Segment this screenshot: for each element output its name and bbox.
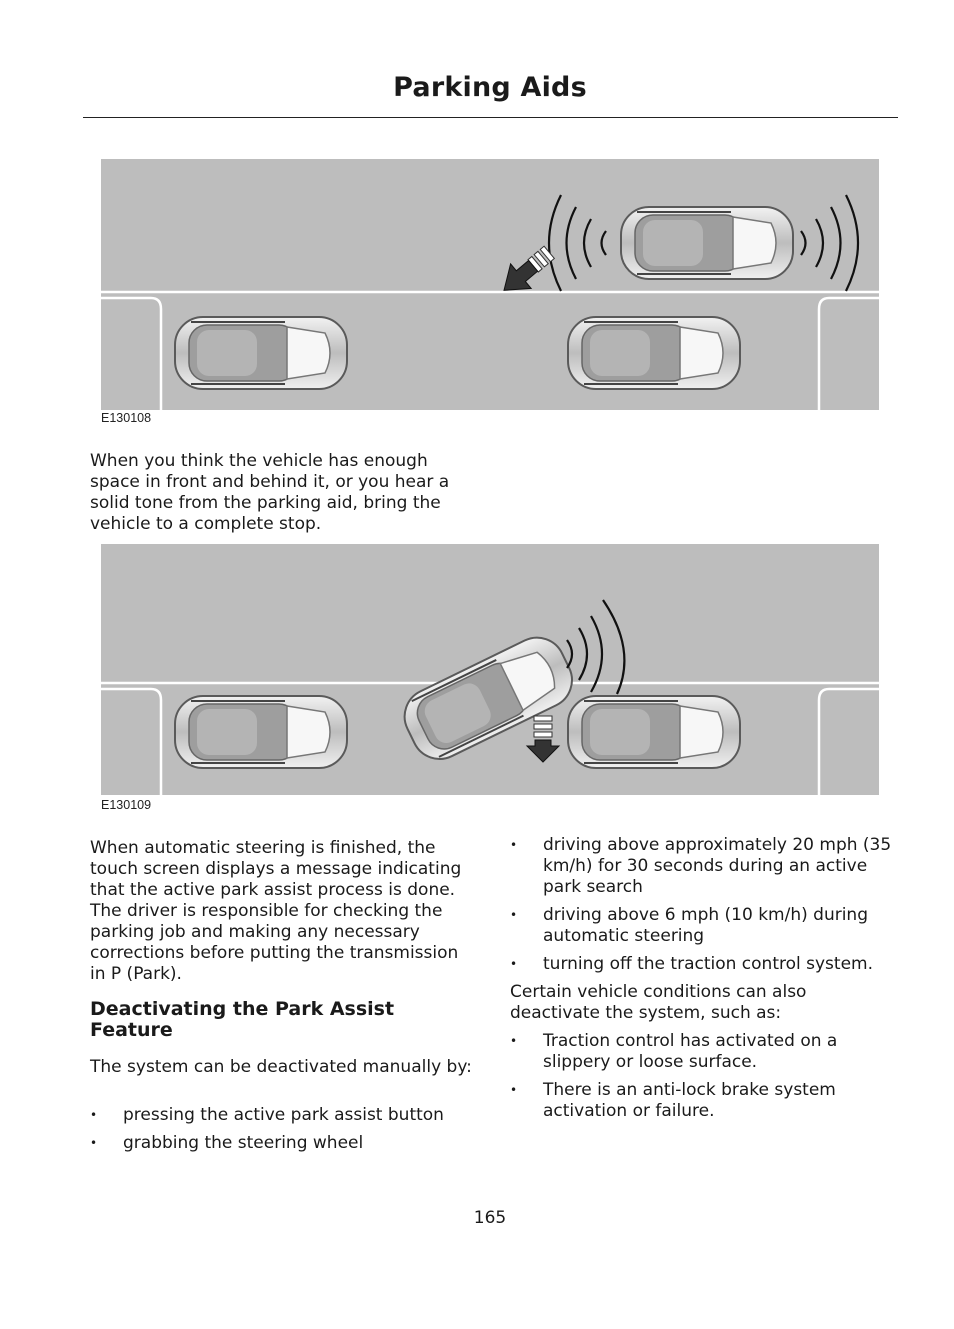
deactivate-intro: The system can be deactivated manually by:: [90, 1057, 472, 1077]
list-item: • turning off the traction control system.: [510, 954, 900, 975]
steering-finished-paragraph: When automatic steering is finished, the touch screen displays a message indicating that the active park assist process is done. The driver is responsible for checking the parking job and making any necessary corrections before putting the transmission in P (Park).: [90, 838, 462, 984]
list-item: • There is an anti-lock brake system activation or failure.: [510, 1080, 900, 1122]
list-item: • driving above 6 mph (10 km/h) during automatic steering: [510, 905, 900, 947]
page-number: 165: [473, 1208, 507, 1228]
figure-automatic-steering: [101, 544, 879, 795]
list-item: • driving above approximately 20 mph (35 km/h) for 30 seconds during an active park search: [510, 835, 900, 898]
condition-deactivation-list: [510, 1031, 900, 1122]
list-item: • pressing the active park assist button: [90, 1105, 480, 1126]
list-item: • Traction control has activated on a slippery or loose surface.: [510, 1031, 900, 1073]
section-heading: Deactivating the Park Assist Feature: [90, 998, 395, 1041]
intro-paragraph: When you think the vehicle has enough space in front and behind it, or you hear a solid tone from the parking aid, bring the vehicle to a complete stop.: [90, 451, 450, 534]
list-item: • grabbing the steering wheel: [90, 1133, 480, 1154]
figure-code: E130109: [101, 798, 152, 812]
speed-deactivation-list: [510, 835, 900, 975]
figure-parallel-park-search: [101, 159, 879, 410]
header-rule: [83, 117, 898, 118]
page-title: Parking Aids: [393, 72, 587, 103]
figure-code: E130108: [101, 411, 152, 425]
conditions-intro: Certain vehicle conditions can also deactivate the system, such as:: [510, 982, 807, 1023]
manual-deactivation-list: [90, 1105, 480, 1154]
